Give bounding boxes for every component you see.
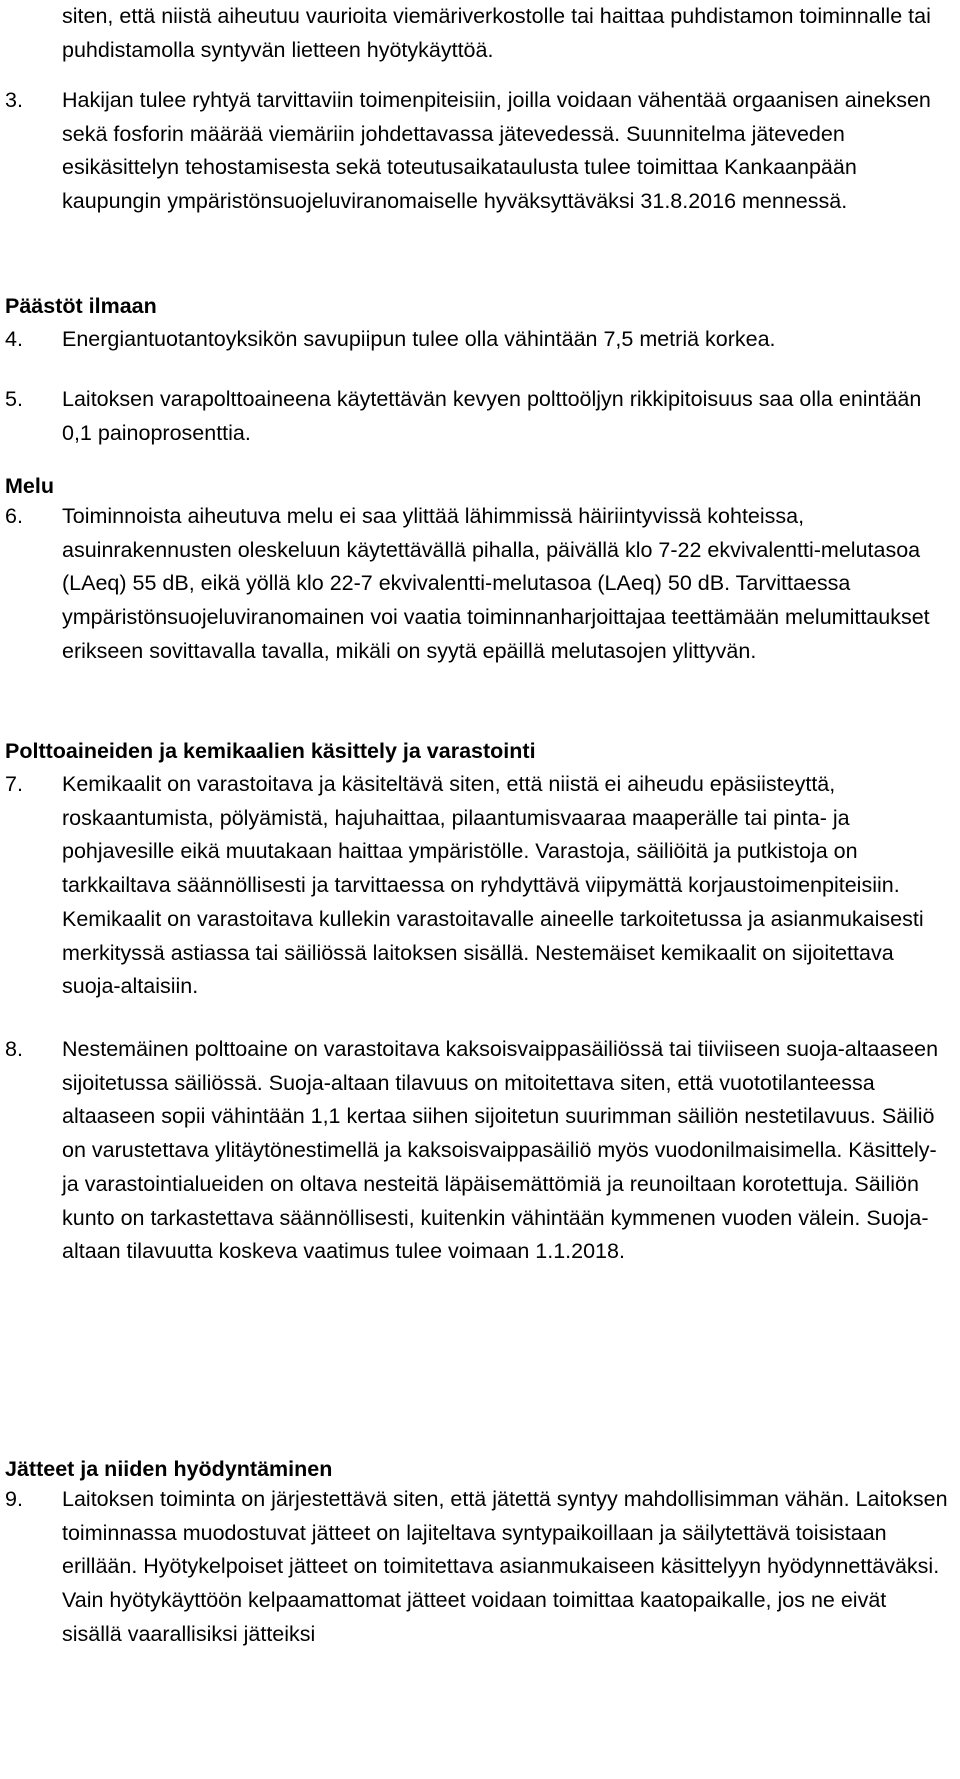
item-text: Laitoksen varapolttoaineena käytettävän kevyen polttoöljyn rikkipitoisuus saa olla enintään 0,1 painoprosenttia. [62, 387, 922, 445]
item-text: Hakijan tulee ryhtyä tarvittaviin toimenpiteisiin, joilla voidaan vähentää orgaanisen aineksen sekä fosforin määrää viemäriin johdettavassa jätevedessä. Suunnitelma jäteveden esikäsittelyn tehostamisesta sekä toteutusaikataulusta tulee toimittaa Kankaanpään kaupungin ympäristönsuojeluviranomaiselle hyväksyttäväksi 31.8.2016 mennessä. [62, 88, 931, 214]
item-text: Toiminnoista aiheutuva melu ei saa ylittää lähimmissä häiriintyvissä kohteissa, asuinrakennusten oleskeluun käytettävällä pihalla, päivällä klo 7-22 ekvivalentti-melutasoa (LAeq) 55 dB, eikä yöllä klo 22-7 ekvivalentti-melutasoa (LAeq) 50 dB. Tarvittaessa ympäristönsuojeluviranomainen voi vaatia toiminnanharjoittajaa teettämään melumittaukset erikseen sovittavalla tavalla, mikäli on syytä epäillä melutasojen ylittyvän. [62, 504, 930, 663]
heading-waste: Jätteet ja niiden hyödyntäminen [5, 1457, 333, 1481]
list-item-6 [0, 500, 950, 669]
list-item-5 [0, 383, 950, 450]
list-item-9 [0, 1483, 950, 1652]
heading-fuels-chemicals: Polttoaineiden ja kemikaalien käsittely ja varastointi [5, 739, 536, 763]
heading-noise: Melu [5, 474, 54, 498]
list-item-7 [0, 768, 950, 1004]
item-text: Kemikaalit on varastoitava ja käsiteltävä siten, että niistä ei aiheudu epäsiisteyttä, roskaantumista, pölyämistä, hajuhaittaa, pilaantumisvaaraa maaperälle tai pinta- ja pohjavesille eikä muutakaan haittaa ympäristölle. Varastoja, säiliöitä ja putkistoja on tarkkailtava säännöllisesti ja tarvittaessa on ryhdyttävä viipymättä korjaustoimenpiteisiin. Kemikaalit on varastoitava kullekin varastoitavalle aineelle tarkoitetussa ja asianmukaisesti merkityssä astiassa tai säiliössä laitoksen sisällä. Nestemäiset kemikaalit on sijoitettava suoja-altaisiin. [62, 772, 924, 999]
item-number: 6. [5, 504, 23, 528]
list-item-3 [0, 84, 950, 219]
continuation-paragraph: siten, että niistä aiheutuu vaurioita viemäriverkostolle tai haittaa puhdistamon toiminnalle tai puhdistamolla syntyvän lietteen hyötykäyttöä. [62, 4, 931, 62]
item-text: Nestemäinen polttoaine on varastoitava kaksoisvaippasäiliössä tai tiiviiseen suoja-altaaseen sijoitetussa säiliössä. Suoja-altaan tilavuus on mitoitettava siten, että vuototilanteessa altaaseen sopii vähintään 1,1 kertaa siihen sijoitetun suurimman säiliön nestetilavuus. Säiliö on varustettava ylitäytönestimellä ja kaksoisvaippasäiliö myös vuodonilmaisimella. Käsittely- ja varastointialueiden on oltava nesteitä läpäisemättömiä ja reunoiltaan korotettuja. Säiliön kunto on tarkastettava säännöllisesti, kuitenkin vähintään kymmenen vuoden välein. Suoja-altaan tilavuutta koskeva vaatimus tulee voimaan 1.1.2018. [62, 1037, 939, 1264]
item-number: 9. [5, 1487, 23, 1511]
list-item-8 [0, 1033, 950, 1269]
item-text: Energiantuotantoyksikön savupiipun tulee olla vähintään 7,5 metriä korkea. [62, 327, 776, 351]
item-number: 4. [5, 327, 23, 351]
item-number: 3. [5, 88, 23, 112]
list-item-4 [0, 323, 950, 357]
item-number: 5. [5, 387, 23, 411]
item-number: 7. [5, 772, 23, 796]
item-number: 8. [5, 1037, 23, 1061]
item-text: Laitoksen toiminta on järjestettävä siten, että jätettä syntyy mahdollisimman vähän. Laitoksen toiminnassa muodostuvat jätteet on lajiteltava syntypaikoillaan ja säilytettävä toisistaan erillään. Hyötykelpoiset jätteet on toimitettava asianmukaiseen käsittelyyn hyödynnettäväksi. Vain hyötykäyttöön kelpaamattomat jätteet voidaan toimittaa kaatopaikalle, jos ne eivät sisällä vaarallisiksi jätteiksi [62, 1487, 948, 1646]
heading-emissions-air: Päästöt ilmaan [5, 294, 157, 318]
